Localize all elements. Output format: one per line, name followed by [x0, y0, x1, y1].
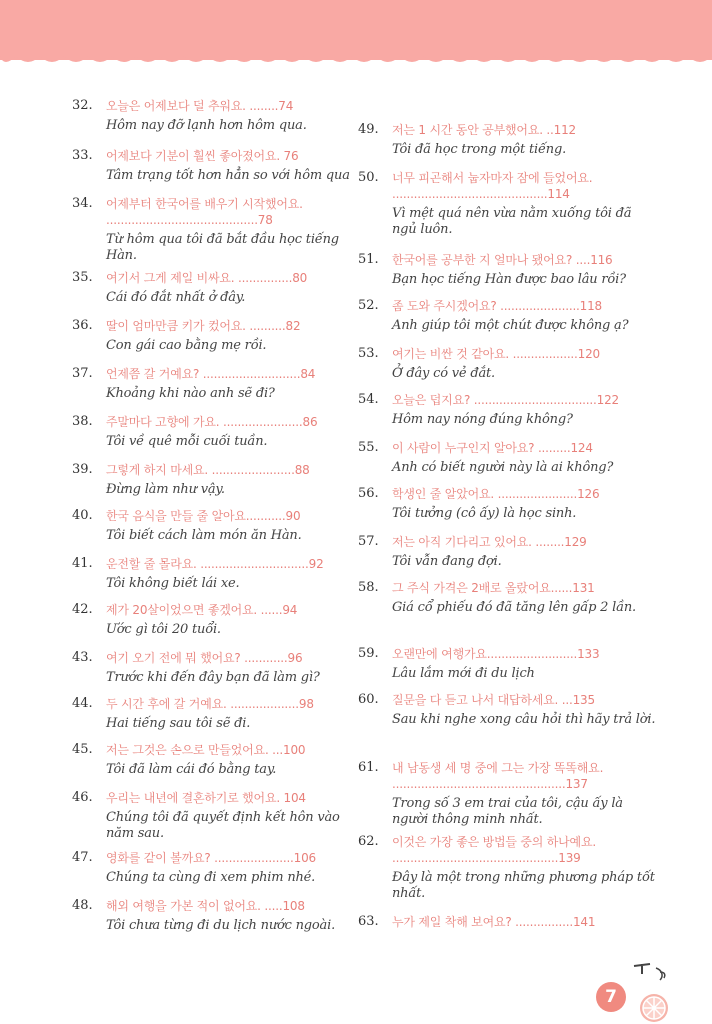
list-item [358, 170, 658, 238]
item-number: 49. [358, 122, 379, 137]
korean-sentence: 해외 여행을 가본 적이 없어요. .....108 [106, 899, 305, 913]
korean-sentence: 저는 1 시간 동안 공부했어요. ..112 [392, 123, 576, 137]
list-item [72, 366, 352, 402]
vietnamese-translation: Đây là một trong những phương pháp tốt nhất. [392, 870, 655, 901]
vietnamese-translation: Hai tiếng sau tôi sẽ đi. [106, 716, 251, 731]
korean-sentence: 여기서 그게 제일 비싸요. ...............80 [106, 271, 308, 285]
list-item [358, 440, 658, 476]
korean-sentence: 우리는 내년에 결혼하기로 했어요. 104 [106, 791, 306, 805]
item-number: 39. [72, 462, 93, 477]
korean-sentence: 한국 음식을 만들 줄 알아요...........90 [106, 509, 301, 523]
korean-sentence: 오늘은 어제보다 덜 추워요. ........74 [106, 99, 294, 113]
list-item [358, 392, 658, 428]
list-item [358, 580, 658, 616]
list-item [72, 508, 352, 544]
item-number: 54. [358, 392, 379, 407]
vietnamese-translation: Tôi đã làm cái đó bằng tay. [106, 762, 277, 777]
list-item [358, 298, 658, 334]
item-number: 52. [358, 298, 379, 313]
page-number-badge: 7 [596, 982, 626, 1012]
item-number: 58. [358, 580, 379, 595]
vietnamese-translation: Ước gì tôi 20 tuổi. [106, 622, 221, 637]
vietnamese-translation: Trong số 3 em trai của tôi, cậu ấy là người thông minh nhất. [392, 796, 623, 827]
item-number: 43. [72, 650, 93, 665]
list-item [358, 646, 658, 682]
korean-sentence: 운전할 줄 몰라요. ..............................92 [106, 557, 324, 571]
vietnamese-translation: Giá cổ phiếu đó đã tăng lên gấp 2 lần. [392, 600, 636, 615]
korean-sentence: 그렇게 하지 마세요. .......................88 [106, 463, 310, 477]
vietnamese-translation: Tôi tưởng (cô ấy) là học sinh. [392, 506, 577, 521]
item-number: 48. [72, 898, 93, 913]
list-item [72, 898, 352, 934]
list-item [358, 252, 658, 288]
vietnamese-translation: Lâu lắm mới đi du lịch [392, 666, 535, 681]
item-number: 56. [358, 486, 379, 501]
korean-sentence: 너무 피곤해서 눕자마자 잠에 들었어요. ...........................................114 [392, 171, 593, 201]
korean-sentence: 이 사람이 누구인지 알아요? .........124 [392, 441, 593, 455]
item-number: 59. [358, 646, 379, 661]
korean-sentence: 오랜만에 여행가요.........................133 [392, 647, 600, 661]
korean-sentence: 이것은 가장 좋은 방법들 중의 하나예요. ..............................................139 [392, 835, 596, 865]
list-item [72, 196, 352, 264]
item-number: 35. [72, 270, 93, 285]
vietnamese-translation: Bạn học tiếng Hàn được bao lâu rồi? [392, 272, 626, 287]
list-item [72, 148, 352, 184]
list-item [72, 696, 352, 732]
korean-sentence: 저는 아직 기다리고 있어요. ........129 [392, 535, 587, 549]
list-item [72, 318, 352, 354]
vietnamese-translation: Tâm trạng tốt hơn hẳn so với hôm qua [106, 168, 350, 183]
vietnamese-translation: Tôi về quê mỗi cuối tuần. [106, 434, 268, 449]
list-item [72, 270, 352, 306]
vietnamese-translation: Tôi đã học trong một tiếng. [392, 142, 567, 157]
korean-sentence: 딸이 엄마만큼 키가 컸어요. ..........82 [106, 319, 301, 333]
list-item [72, 850, 352, 886]
list-item [358, 692, 658, 728]
item-number: 40. [72, 508, 93, 523]
list-item [358, 760, 658, 828]
item-number: 53. [358, 346, 379, 361]
list-item [358, 346, 658, 382]
vietnamese-translation: Vì mệt quá nên vừa nằm xuống tôi đã ngủ luôn. [392, 206, 632, 237]
vietnamese-translation: Hôm nay đỡ lạnh hơn hôm qua. [106, 118, 307, 133]
item-number: 57. [358, 534, 379, 549]
korean-sentence: 언제쯤 갈 거예요? ...........................84 [106, 367, 316, 381]
list-item [72, 602, 352, 638]
korean-sentence: 영화를 같이 볼까요? ......................106 [106, 851, 316, 865]
korean-sentence: 좀 도와 주시겠어요? ......................118 [392, 299, 602, 313]
list-item [72, 462, 352, 498]
orange-slice-icon [620, 960, 670, 1024]
vietnamese-translation: Tôi biết cách làm món ăn Hàn. [106, 528, 302, 543]
korean-sentence: 여기 오기 전에 뭐 했어요? ............96 [106, 651, 303, 665]
vietnamese-translation: Chúng tôi đã quyết định kết hôn vào năm sau. [106, 810, 340, 841]
korean-sentence: 여기는 비싼 것 같아요. ..................120 [392, 347, 600, 361]
vietnamese-translation: Anh có biết người này là ai không? [392, 460, 614, 475]
item-number: 51. [358, 252, 379, 267]
korean-sentence: 한국어를 공부한 지 얼마나 됐어요? ....116 [392, 253, 613, 267]
vietnamese-translation: Cái đó đắt nhất ở đây. [106, 290, 246, 305]
item-number: 36. [72, 318, 93, 333]
list-item [358, 914, 658, 930]
item-number: 46. [72, 790, 93, 805]
item-number: 44. [72, 696, 93, 711]
vietnamese-translation: Tôi vẫn đang đợi. [392, 554, 502, 569]
list-item [358, 486, 658, 522]
korean-sentence: 어제보다 기분이 훨씬 좋아졌어요. 76 [106, 149, 299, 163]
list-item [72, 742, 352, 778]
item-number: 38. [72, 414, 93, 429]
item-number: 50. [358, 170, 379, 185]
korean-sentence: 질문을 다 듣고 나서 대답하세요. ...135 [392, 693, 595, 707]
item-number: 34. [72, 196, 93, 211]
item-number: 63. [358, 914, 379, 929]
vietnamese-translation: Tôi chưa từng đi du lịch nước ngoài. [106, 918, 335, 933]
list-item [358, 834, 658, 902]
item-number: 45. [72, 742, 93, 757]
item-number: 47. [72, 850, 93, 865]
header-band [0, 0, 712, 60]
korean-sentence: 저는 그것은 손으로 만들었어요. ...100 [106, 743, 306, 757]
korean-sentence: 오늘은 덥지요? ..................................122 [392, 393, 619, 407]
item-number: 32. [72, 98, 93, 113]
list-item [72, 650, 352, 686]
list-item [358, 534, 658, 570]
vietnamese-translation: Anh giúp tôi một chút được không ạ? [392, 318, 629, 333]
item-number: 61. [358, 760, 379, 775]
vietnamese-translation: Đừng làm như vậy. [106, 482, 225, 497]
korean-sentence: 두 시간 후에 갈 거예요. ...................98 [106, 697, 314, 711]
header-scallop-border [0, 52, 712, 68]
vietnamese-translation: Ở đây có vẻ đắt. [392, 366, 495, 381]
list-item [72, 556, 352, 592]
korean-sentence: 내 남동생 세 명 중에 그는 가장 똑똑해요. ................................................137 [392, 761, 604, 791]
list-item [72, 790, 352, 842]
korean-sentence: 어제부터 한국어를 배우기 시작했어요. ..........................................78 [106, 197, 303, 227]
vietnamese-translation: Trước khi đến đây bạn đã làm gì? [106, 670, 320, 685]
vietnamese-translation: Chúng ta cùng đi xem phim nhé. [106, 870, 316, 885]
korean-sentence: 누가 제일 착해 보여요? ................141 [392, 915, 596, 929]
vietnamese-translation: Khoảng khi nào anh sẽ đi? [106, 386, 275, 401]
list-item [72, 98, 352, 134]
item-number: 60. [358, 692, 379, 707]
item-number: 37. [72, 366, 93, 381]
item-number: 55. [358, 440, 379, 455]
item-number: 41. [72, 556, 93, 571]
item-number: 62. [358, 834, 379, 849]
korean-sentence: 주말마다 고향에 가요. ......................86 [106, 415, 318, 429]
vietnamese-translation: Tôi không biết lái xe. [106, 576, 240, 591]
item-number: 42. [72, 602, 93, 617]
item-number: 33. [72, 148, 93, 163]
vietnamese-translation: Sau khi nghe xong câu hỏi thì hãy trả lời. [392, 712, 656, 727]
list-item [358, 122, 658, 158]
korean-sentence: 그 주식 가격은 2배로 올랐어요......131 [392, 581, 595, 595]
vietnamese-translation: Con gái cao bằng mẹ rồi. [106, 338, 267, 353]
vietnamese-translation: Từ hôm qua tôi đã bắt đầu học tiếng Hàn. [106, 232, 339, 263]
vietnamese-translation: Hôm nay nóng đúng không? [392, 412, 573, 427]
list-item [72, 414, 352, 450]
korean-sentence: 학생인 줄 알았어요. ......................126 [392, 487, 600, 501]
korean-sentence: 제가 20살이었으면 좋겠어요. ......94 [106, 603, 298, 617]
